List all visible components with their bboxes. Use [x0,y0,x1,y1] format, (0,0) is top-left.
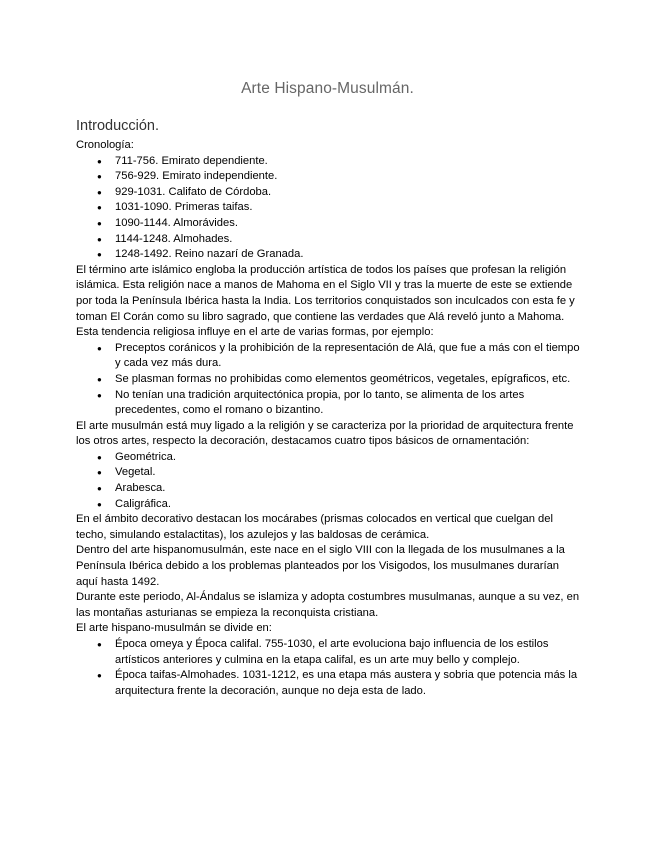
list-item: ● Época omeya y Época califal. 755-1030, el arte evoluciona bajo influencia de los estilos artísticos anteriores y culmina en la etapa califal, es un arte muy bello y complejo. [76,637,581,668]
list-item: ● 929-1031. Califato de Córdoba. [76,185,581,201]
list-item: ● Preceptos coránicos y la prohibición de la representación de Alá, que fue a más con el tiempo y cada vez más dura. [76,341,581,372]
paragraph-decorativo: En el ámbito decorativo destacan los mocárabes (prismas colocados en vertical que cuelgan del techo, simulando estalactitas), los azulejos y las baldosas de cerámica. [76,513,553,541]
list-item: ● Época taifas-Almohades. 1031-1212, es una etapa más austera y sobria que potencia más la arquitectura frente la decoración, aunque no deja esta de lado. [76,668,581,699]
list-item: ● 1090-1144. Almorávides. [76,216,581,232]
cronologia-list [76,154,581,263]
list-item: ● 1248-1492. Reino nazarí de Granada. [76,247,581,263]
list-item: ● Caligráfica. [76,497,581,513]
paragraph-division: El arte hispano-musulmán se divide en: [76,622,272,635]
list-item: ● 1031-1090. Primeras taifas. [76,200,581,216]
document-title: Arte Hispano-Musulmán. [241,80,414,97]
ornamentacion-list [76,450,581,512]
list-item: ● Geométrica. [76,450,581,466]
section-heading: Introducción. [76,118,160,134]
list-item: ● 756-929. Emirato independiente. [76,169,581,185]
list-item: ● Arabesca. [76,481,581,497]
list-item: ● 711-756. Emirato dependiente. [76,154,581,170]
paragraph-al-andalus: Durante este periodo, Al-Ándalus se islamiza y adopta costumbres musulmanas, aunque a su vez, en las montañas asturianas se empieza la reconquista cristiana. [76,591,580,619]
paragraph-tendencia: Esta tendencia religiosa influye en el arte de varias formas, por ejemplo: [76,326,434,339]
list-item: ● 1144-1248. Almohades. [76,232,581,248]
cronologia-label: Cronología: [76,139,134,151]
paragraph-arte-islamico: El término arte islámico engloba la producción artística de todos los países que profesan la religión islámica. Esta religión nace a manos de Mahoma en el Siglo VII y tras la muerte de este se extiende por toda la Península Ibérica hasta la India. Los territorios conquistados son inculcados con esta fe y toman El Corán como su libro sagrado, que contiene las verdades que Alá reveló junto a Mahoma. [76,263,575,323]
list-item: ● No tenían una tradición arquitectónica propia, por lo tanto, se alimenta de los artes precedentes, como el romano o bizantino. [76,388,581,419]
document-body [76,138,581,699]
influencias-list [76,341,581,419]
paragraph-hispanomusulman: Dentro del arte hispanomusulmán, este nace en el siglo VIII con la llegada de los musulmanes a la Península Ibérica debido a los problemas planteados por los Visigodos, los musulmanes durarían aquí hasta 1492. [76,544,565,588]
list-item: ● Vegetal. [76,465,581,481]
paragraph-arte-musulman: El arte musulmán está muy ligado a la religión y se caracteriza por la prioridad de arquitectura frente los otros artes, respecto la decoración, destacamos cuatro tipos básicos de ornamentación: [76,419,574,448]
list-item: ● Se plasman formas no prohibidas como elementos geométricos, vegetales, epígraficos, etc. [76,372,581,388]
etapas-list [76,637,581,699]
